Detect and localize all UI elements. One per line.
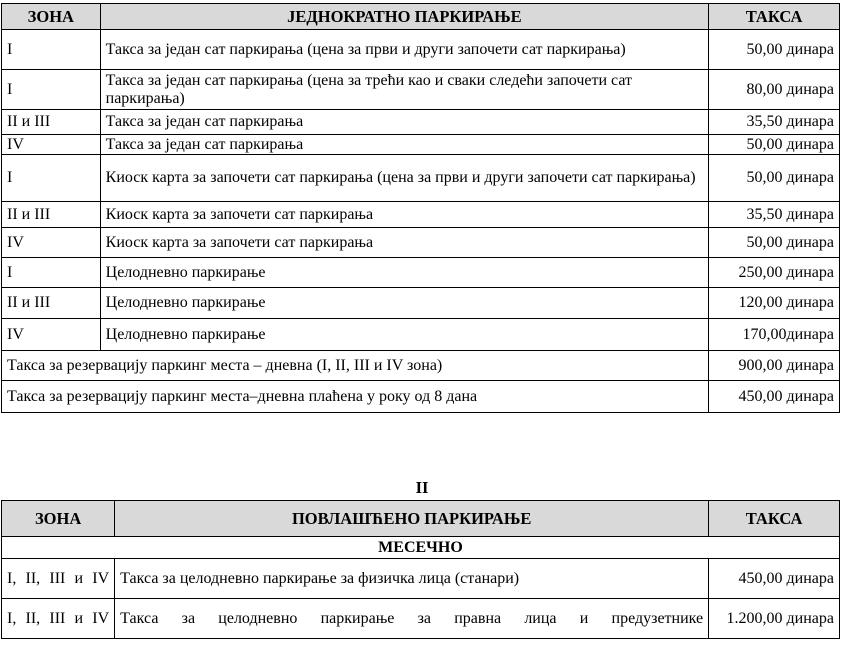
table-row [2, 110, 840, 135]
fee-cell: 170,00динара [709, 319, 840, 351]
table-header-row [2, 501, 840, 537]
table-row [2, 202, 840, 228]
privileged-parking-fee-table [1, 500, 840, 639]
fee-cell: 450,00 динара [709, 559, 840, 599]
fee-cell: 50,00 динара [709, 30, 840, 70]
table-row [2, 599, 840, 639]
reservation-description-cell: Такса за резервацију паркинг места–дневна плаћена у року од 8 дана [2, 381, 709, 413]
description-cell: Целодневно паркирање [100, 258, 709, 288]
fee-cell: 1.200,00 динара [709, 599, 840, 639]
zone-cell: I, II, III и IV [2, 599, 115, 639]
description-cell: Целодневно паркирање [100, 288, 709, 319]
description-cell: Такса за целодневно паркирање за физичка лица (станари) [115, 559, 709, 599]
description-cell: Киоск карта за започети сат паркирања [100, 228, 709, 258]
fee-cell: 50,00 динара [709, 228, 840, 258]
table-row [2, 30, 840, 70]
description-cell: Такса за целодневно паркирање за правна лица и предузетнике [115, 599, 709, 639]
single-parking-header: ЈЕДНОКРАТНО ПАРКИРАЊЕ [100, 4, 709, 30]
fee-cell: 450,00 динара [709, 381, 840, 413]
fee-cell: 50,00 динара [709, 135, 840, 155]
reservation-row [2, 351, 840, 381]
table-row [2, 258, 840, 288]
zone-cell: IV [2, 135, 101, 155]
fee-cell: 35,50 динара [709, 202, 840, 228]
reservation-description-cell: Такса за резервацију паркинг места – дневна (I, II, III и IV зона) [2, 351, 709, 381]
table-row [2, 70, 840, 110]
table-row [2, 135, 840, 155]
zone-cell: I [2, 155, 101, 202]
description-cell: Такса за један сат паркирања [100, 110, 709, 135]
table-header-row [2, 4, 840, 30]
fee-cell: 900,00 динара [709, 351, 840, 381]
table-row [2, 319, 840, 351]
zone-cell: II и III [2, 202, 101, 228]
fee-header: ТАКСА [709, 501, 840, 537]
zone-cell: IV [2, 319, 101, 351]
table-row [2, 155, 840, 202]
table-row [2, 228, 840, 258]
description-cell: Такса за један сат паркирања [100, 135, 709, 155]
description-cell: Киоск карта за започети сат паркирања [100, 202, 709, 228]
fee-cell: 120,00 динара [709, 288, 840, 319]
monthly-subheader: МЕСЕЧНО [2, 537, 840, 559]
zone-header: ЗОНА [2, 4, 101, 30]
fee-cell: 35,50 динара [709, 110, 840, 135]
description-cell: Целодневно паркирање [100, 319, 709, 351]
fee-cell: 250,00 динара [709, 258, 840, 288]
zone-header: ЗОНА [2, 501, 115, 537]
zone-cell: I, II, III и IV [2, 559, 115, 599]
description-cell: Такса за један сат паркирања (цена за први и други започети сат паркирања) [100, 30, 709, 70]
monthly-subheader-row [2, 537, 840, 559]
description-cell: Такса за један сат паркирања (цена за трећи као и сваки следећи започети сат паркирања) [100, 70, 709, 110]
fee-cell: 80,00 динара [709, 70, 840, 110]
single-parking-fee-table [1, 3, 840, 413]
zone-cell: I [2, 258, 101, 288]
zone-cell: I [2, 70, 101, 110]
reservation-row [2, 381, 840, 413]
zone-cell: IV [2, 228, 101, 258]
zone-cell: I [2, 30, 101, 70]
privileged-parking-header: ПОВЛАШЋЕНО ПАРКИРАЊЕ [115, 501, 709, 537]
zone-cell: II и III [2, 110, 101, 135]
table-row [2, 288, 840, 319]
section-title: II [415, 478, 429, 497]
table-row [2, 559, 840, 599]
fee-header: ТАКСА [709, 4, 840, 30]
description-cell: Киоск карта за започети сат паркирања (цена за први и други започети сат паркирања) [100, 155, 709, 202]
fee-cell: 50,00 динара [709, 155, 840, 202]
zone-cell: II и III [2, 288, 101, 319]
